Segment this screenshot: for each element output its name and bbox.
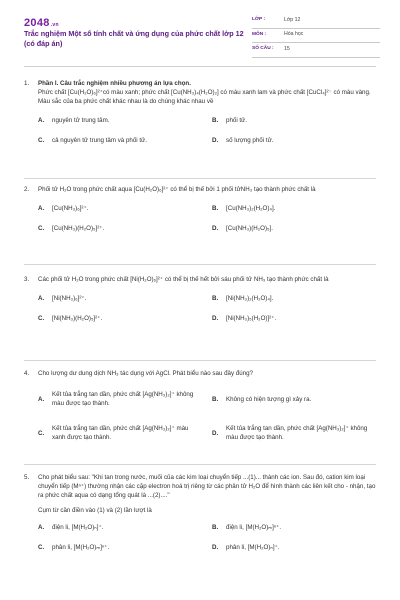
question-3 <box>24 276 376 325</box>
option-label: B. <box>212 294 219 302</box>
option-label: A. <box>38 294 45 302</box>
meta-value: Lớp 12 <box>284 16 301 23</box>
option-b[interactable] <box>212 117 376 126</box>
option-label: A. <box>38 204 45 212</box>
part-title: Phần I. Câu trắc nghiệm nhiều phương án lựa chọn. <box>38 80 191 87</box>
option-b[interactable] <box>212 205 376 214</box>
option-d[interactable] <box>212 315 376 324</box>
option-b[interactable] <box>212 524 376 533</box>
question-1 <box>24 80 376 170</box>
option-text: [Ni(NH₃)₆]²⁺. <box>52 294 87 302</box>
question-number: 5. <box>24 474 30 481</box>
option-text: [Ni(NH₃)(H₂O)₅]²⁺. <box>52 314 103 322</box>
meta-key: SỐ CÂU : <box>252 46 274 52</box>
option-c[interactable] <box>38 425 198 443</box>
option-text: [Ni(NH₃)₅(H₂O)]²⁺. <box>226 314 277 322</box>
options <box>38 379 376 449</box>
page-title: Trắc nghiệm Một số tính chất và ứng dụng của phức chất lớp 12 (có đáp án) <box>24 29 244 48</box>
option-b[interactable] <box>212 295 376 304</box>
question-5 <box>24 474 376 556</box>
option-a[interactable] <box>38 524 208 533</box>
option-text: [Cu(NH₃)₂(H₂O)₄]. <box>226 204 276 212</box>
option-label: D. <box>212 314 219 322</box>
option-label: C. <box>38 136 45 144</box>
question-number: 3. <box>24 276 30 283</box>
meta-key: MÔN : <box>252 31 267 37</box>
question-divider <box>24 178 376 179</box>
option-text: [Cu(NH₃)₆]²⁺. <box>52 204 89 212</box>
option-label: A. <box>38 116 45 124</box>
page-header <box>0 0 400 64</box>
option-text: số lượng phối tử. <box>226 136 274 144</box>
option-c[interactable] <box>38 544 208 553</box>
option-label: A. <box>38 395 45 403</box>
options <box>38 285 376 325</box>
question-stem: Phối tử H₂O trong phức chất aqua [Cu(H₂O)₆]²⁺ có thể bị thế bởi 1 phối tửNH₃ tạo thành phức chất là <box>38 186 316 193</box>
option-label: A. <box>38 523 45 531</box>
question-stem: Phức chất [Cu(H₂O)₆]²⁺có màu xanh; phức chất [Cu(NH₃)₄(H₂O)₂] có màu xanh lam và phức chất [CuCl₄]²⁻ có màu vàng. Màu sắc của ba phức chất khác nhau là do chúng khác nhau về <box>38 88 371 105</box>
question-2 <box>24 186 376 235</box>
logo-text: 2048 <box>24 17 50 29</box>
option-text: [Cu(NH₃)(H₂O)₅]²⁺. <box>52 224 105 232</box>
question-number: 4. <box>24 370 30 377</box>
option-label: C. <box>38 224 45 232</box>
option-d[interactable] <box>212 225 376 234</box>
question-number: 1. <box>24 80 30 87</box>
options <box>38 107 376 147</box>
options <box>38 195 376 235</box>
option-text: Kết tủa trắng tan dần, phức chất [Ag(NH₃)₂]⁺ không màu được tạo thành. <box>52 390 194 407</box>
option-text: [Ni(NH₃)₂(H₂O)₄]. <box>226 294 274 302</box>
header-divider <box>24 66 376 67</box>
question-stem-2: Cụm từ cần điền vào (1) và (2) lần lượt là <box>38 506 152 514</box>
option-label: B. <box>212 204 219 212</box>
option-label: D. <box>212 429 219 437</box>
meta-value: Hóa học <box>284 31 304 38</box>
question-stem: Các phối tử H₂O trong phức chất [Ni(H₂O)₆]²⁺ có thể bị thế hết bởi sáu phối tử NH₃ tạo thành phức chất là <box>38 276 329 283</box>
question-number: 2. <box>24 186 30 193</box>
option-label: C. <box>38 314 45 322</box>
logo-suffix: .vn <box>50 22 59 28</box>
option-label: C. <box>38 543 45 551</box>
option-d[interactable] <box>212 137 376 146</box>
meta-row-class <box>252 14 380 29</box>
meta-row-count <box>252 43 380 58</box>
option-label: D. <box>212 543 219 551</box>
option-c[interactable] <box>38 137 208 146</box>
option-a[interactable] <box>38 295 208 304</box>
option-label: B. <box>212 395 219 403</box>
question-stem: Cho phát biểu sau: "Khi tan trong nước, muối của các kim loại chuyển tiếp ...(1)... thành các ion. Sau đó, cation kim loại chuyển tiếp (Mⁿ⁺) thường nhận các cặp electron hoá trị riêng từ các phân tử H₂O để hình thành các liên kết cho - nhận, tạo ra phức chất aqua có dạng tổng quát là ...(2)...." <box>38 474 376 499</box>
option-c[interactable] <box>38 315 208 324</box>
option-c[interactable] <box>38 225 208 234</box>
option-label: D. <box>212 224 219 232</box>
option-text: điện li, [M(H₂O)ₙ]⁺. <box>52 523 104 531</box>
option-text: phân li, [M(H₂O)ₘ]ⁿ⁺. <box>52 543 110 551</box>
meta-value: 15 <box>284 45 290 52</box>
question-divider <box>24 464 376 465</box>
option-label: B. <box>212 116 219 124</box>
meta-row-subject <box>252 29 380 44</box>
option-text: Kết tủa trắng tan dần, phức chất [Ag(NH₃)₂]⁺ màu xanh được tạo thành. <box>52 424 189 441</box>
option-a[interactable] <box>38 117 208 126</box>
option-a[interactable] <box>38 205 208 214</box>
option-text: [Cu(NH₃)(H₂O)₅]. <box>226 224 273 232</box>
option-a[interactable] <box>38 391 198 409</box>
question-divider <box>24 264 376 265</box>
option-text: cả nguyên tử trung tâm và phối tử. <box>52 136 147 144</box>
option-label: D. <box>212 136 219 144</box>
option-text: phối tử. <box>226 116 247 124</box>
question-body <box>38 80 376 107</box>
option-text: nguyên tử trung tâm. <box>52 116 110 124</box>
option-label: B. <box>212 523 219 531</box>
question-stem: Cho lượng dư dung dịch NH₃ tác dụng với AgCl. Phát biểu nào sau đây đúng? <box>38 370 253 377</box>
meta-table <box>252 14 380 58</box>
option-b[interactable] <box>212 396 376 405</box>
option-d[interactable] <box>212 544 376 553</box>
option-d[interactable] <box>212 425 376 443</box>
option-text: Không có hiện tượng gì xảy ra. <box>226 395 312 403</box>
meta-key: LỚP : <box>252 17 266 23</box>
option-label: C. <box>38 429 45 437</box>
option-text: điện li, [M(H₂O)ₘ]ⁿ⁺. <box>226 523 282 531</box>
question-divider <box>24 360 376 361</box>
options <box>38 516 376 556</box>
option-text: phân li, [M(H₂O)ₙ]⁺. <box>226 543 280 551</box>
question-4 <box>24 370 376 449</box>
option-text: Kết tủa trắng tan dần, phức chất [Ag(NH₃)₂]⁺ không màu được tạo thành. <box>226 424 368 441</box>
